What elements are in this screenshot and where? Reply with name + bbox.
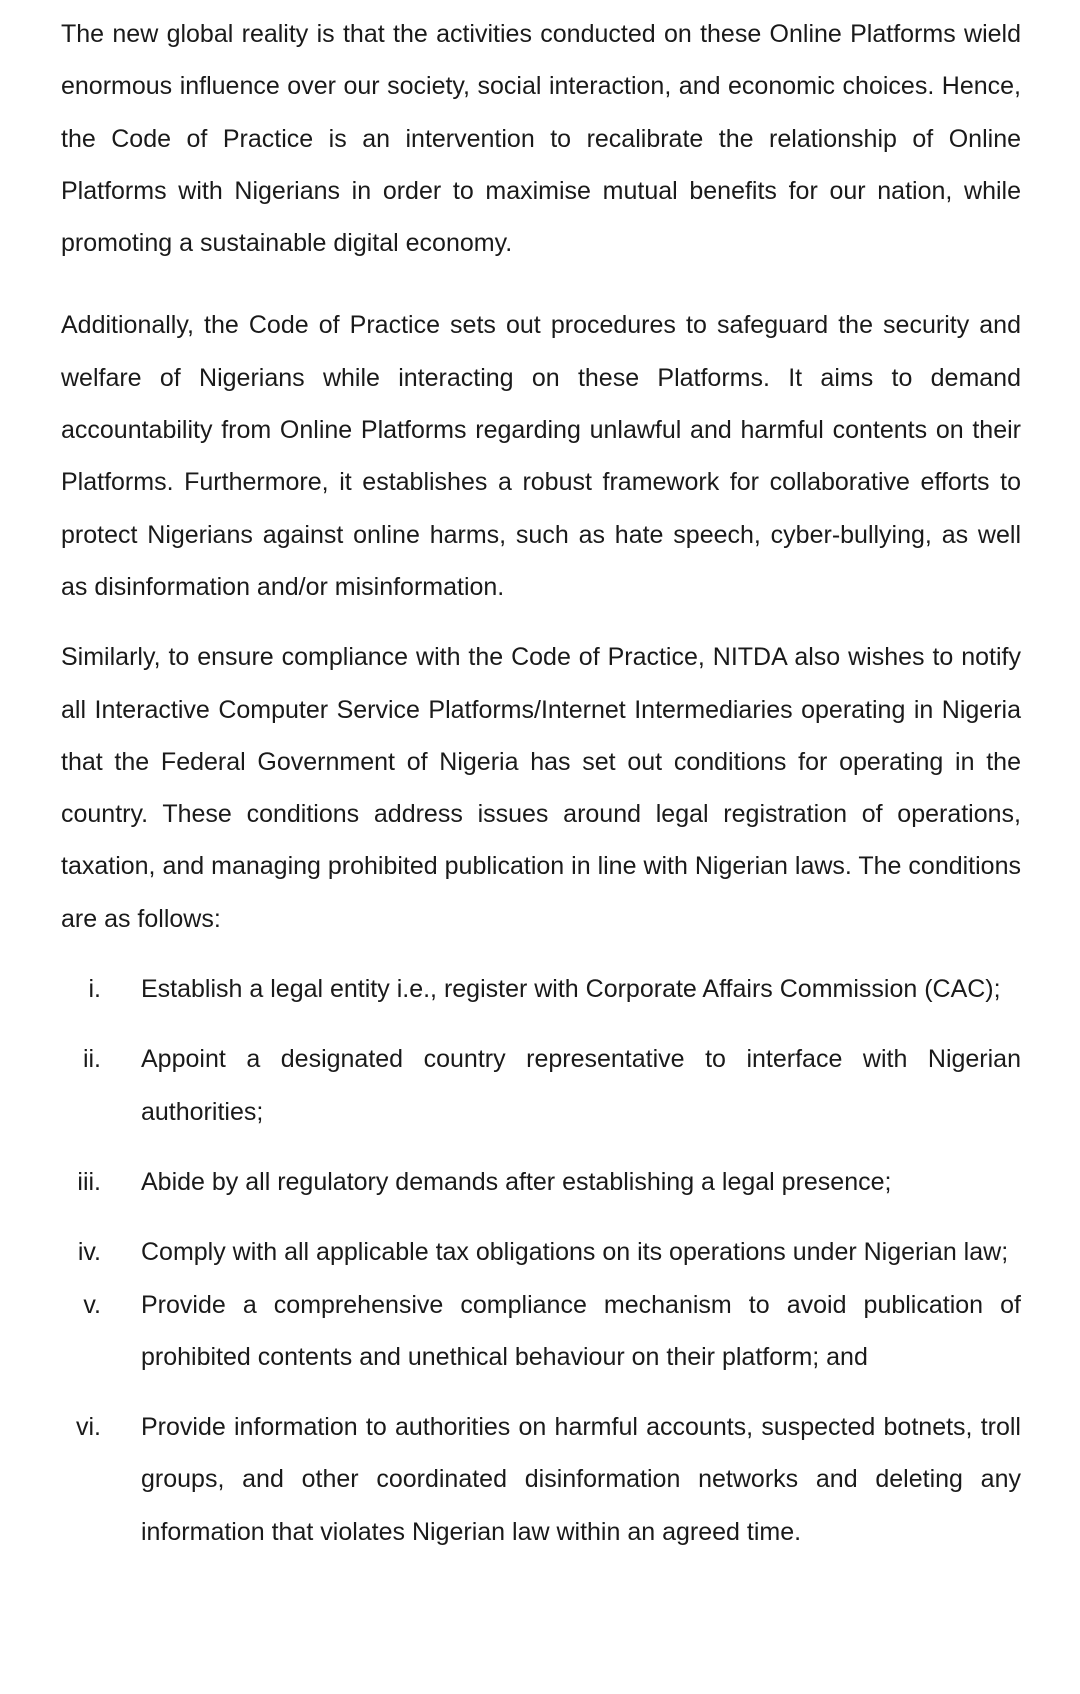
list-item-text: Comply with all applicable tax obligations on its operations under Nigerian law; bbox=[141, 1238, 1009, 1267]
document-page bbox=[61, 8, 1021, 1558]
list-marker: ii. bbox=[82, 1045, 101, 1074]
list-item-text: Establish a legal entity i.e., register with Corporate Affairs Commission (CAC); bbox=[141, 975, 1001, 1004]
list-marker: vi. bbox=[76, 1413, 101, 1442]
list-item bbox=[61, 963, 1021, 1015]
list-marker: iv. bbox=[77, 1238, 101, 1267]
paragraph-operating-conditions: Similarly, to ensure compliance with the Code of Practice, NITDA also wishes to notify all Interactive Computer Service Platforms/Internet Intermediaries operating in Nigeria that the Federal Government of Nigeria has set out conditions for operating in the country. These conditions address issues around legal registration of operations, taxation, and managing prohibited publication in line with Nigerian laws. The conditions are as follows: bbox=[61, 643, 1021, 933]
conditions-list bbox=[61, 963, 1021, 1558]
list-item bbox=[61, 1401, 1021, 1558]
paragraph-safeguard-security: Additionally, the Code of Practice sets out procedures to safeguard the security and welfare of Nigerians while interacting on these Platforms. It aims to demand accountability from Online Platforms regarding unlawful and harmful contents on their Platforms. Furthermore, it establishes a robust framework for collaborative efforts to protect Nigerians against online harms, such as hate speech, cyber-bullying, as well as disinformation and/or misinformation. bbox=[61, 311, 1021, 601]
list-item bbox=[61, 1156, 1021, 1208]
list-item-text: Abide by all regulatory demands after establishing a legal presence; bbox=[141, 1167, 892, 1196]
list-marker: iii. bbox=[77, 1167, 101, 1196]
list-item bbox=[61, 1279, 1021, 1384]
paragraph-global-reality: The new global reality is that the activities conducted on these Online Platforms wield enormous influence over our society, social interaction, and economic choices. Hence, the Code of Practice is an intervention to recalibrate the relationship of Online Platforms with Nigerians in order to maximise mutual benefits for our nation, while promoting a sustainable digital economy. bbox=[61, 20, 1021, 258]
list-item-text: Provide a comprehensive compliance mechanism to avoid publication of prohibited contents and unethical behaviour on their platform; and bbox=[141, 1290, 1021, 1371]
list-item bbox=[61, 1226, 1021, 1278]
list-item-text: Provide information to authorities on harmful accounts, suspected botnets, troll groups, and other coordinated disinformation networks and deleting any information that violates Nigerian law within an agreed time. bbox=[141, 1413, 1021, 1546]
list-marker: i. bbox=[88, 975, 101, 1004]
list-marker: v. bbox=[83, 1290, 101, 1319]
list-item bbox=[61, 1033, 1021, 1138]
list-item-text: Appoint a designated country representative to interface with Nigerian authorities; bbox=[141, 1045, 1021, 1126]
